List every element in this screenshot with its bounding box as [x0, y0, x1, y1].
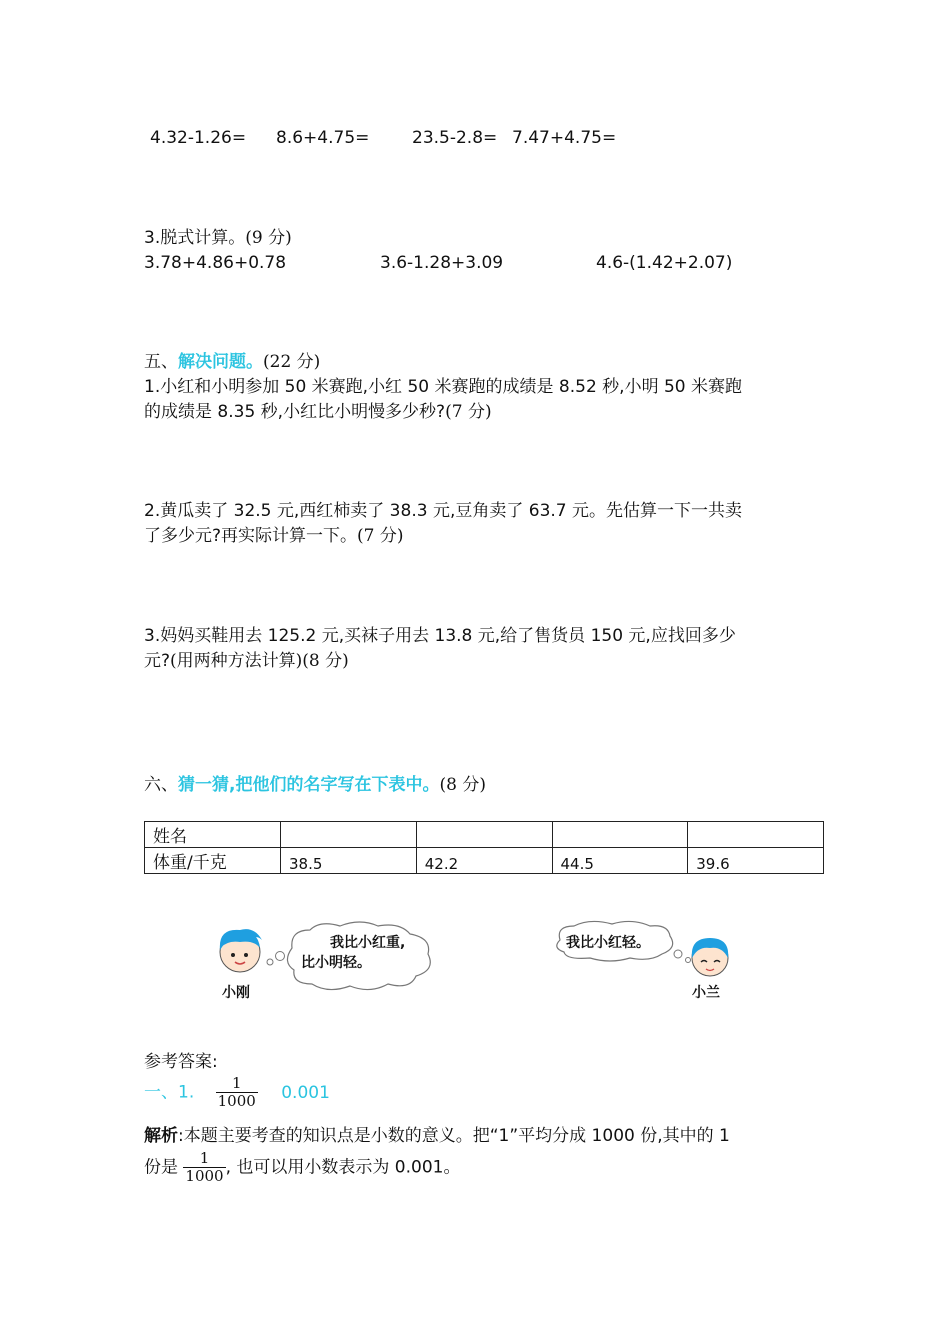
q3-item-3: 4.6-(1.42+2.07) — [596, 253, 733, 273]
answers-heading: 参考答案: — [144, 1052, 218, 1072]
weight-cell-1: 38.5 — [281, 848, 417, 874]
s5-q1-score: (7 分) — [445, 402, 492, 422]
s5-q3-note: (用两种方法计算) — [170, 651, 303, 671]
section-6-score: (8 分) — [439, 775, 486, 795]
table-header-weight: 体重/千克 — [145, 848, 281, 874]
name-cell-3[interactable] — [552, 822, 688, 848]
xiaogang-speech-line1: 我比小红重, — [330, 935, 406, 951]
section-6-prefix: 六、 — [144, 775, 178, 795]
analysis-label: 解析 — [144, 1126, 178, 1146]
q3-score: (9 分) — [245, 228, 292, 248]
boy-face-icon — [220, 929, 262, 972]
table-row-weights — [145, 848, 824, 874]
table-header-name: 姓名 — [145, 822, 281, 848]
q3-heading — [144, 226, 292, 250]
s5-q1-line1: 1.小红和小明参加 50 米赛跑,小红 50 米赛跑的成绩是 8.52 秒,小明 50 米赛跑 — [144, 377, 743, 397]
s5-q3-score: (8 分) — [302, 651, 349, 671]
answer-1-decimal: 0.001 — [281, 1082, 330, 1103]
section-6-title: 猜一猜,把他们的名字写在下表中。 — [178, 775, 440, 795]
table-row-names — [145, 822, 824, 848]
s5-q1-line2 — [144, 400, 492, 424]
s5-q3-line2 — [144, 649, 349, 673]
weight-cell-4: 39.6 — [688, 848, 824, 874]
analysis-text-2b: , 也可以用小数表示为 0.001。 — [225, 1157, 461, 1178]
s5-q2-line1: 2.黄瓜卖了 32.5 元,西红柿卖了 38.3 元,豆角卖了 63.7 元。先估算一下一共卖 — [144, 501, 743, 521]
weight-cell-3: 44.5 — [552, 848, 688, 874]
section-5-heading — [144, 350, 320, 374]
q3-title: 3.脱式计算。 — [144, 228, 246, 248]
analysis-line2 — [144, 1150, 460, 1185]
s5-q2-text: 了多少元?再实际计算一下。 — [144, 526, 358, 546]
s5-q3-line1: 3.妈妈买鞋用去 125.2 元,买袜子用去 13.8 元,给了售货员 150 元,应找回多少 — [144, 626, 736, 646]
section-6-heading — [144, 773, 486, 797]
fraction-numerator: 1 — [231, 1074, 242, 1092]
q3-item-1: 3.78+4.86+0.78 — [144, 253, 287, 273]
weight-table — [144, 821, 824, 874]
fraction-denominator: 1000 — [185, 1167, 224, 1185]
name-cell-4[interactable] — [688, 822, 824, 848]
xiaogang-speech-line2: 比小明轻。 — [301, 955, 371, 971]
xiaolan-speech: 我比小红轻。 — [566, 935, 650, 951]
answer-1-fraction — [216, 1075, 258, 1110]
section-5-title: 解决问题。 — [178, 352, 263, 372]
girl-face-icon — [692, 938, 728, 976]
q3-item-2: 3.6-1.28+3.09 — [380, 253, 504, 273]
arith-4: 7.47+4.75= — [512, 128, 617, 148]
s5-q1-text: 的成绩是 8.35 秒,小红比小明慢多少秒? — [144, 402, 446, 422]
fraction-numerator: 1 — [199, 1149, 210, 1167]
analysis-line1 — [144, 1124, 730, 1148]
answer-1 — [144, 1075, 330, 1110]
name-cell-2[interactable] — [416, 822, 552, 848]
analysis-fraction — [183, 1150, 225, 1185]
xiaolan-name: 小兰 — [692, 985, 720, 1001]
name-cell-1[interactable] — [281, 822, 417, 848]
analysis-text-2a: 份是 — [144, 1157, 178, 1178]
fraction-denominator: 1000 — [217, 1092, 256, 1110]
s5-q2-line2 — [144, 524, 404, 548]
answer-1-label: 一、1. — [144, 1082, 195, 1103]
xiaogang-name: 小刚 — [222, 985, 250, 1001]
s5-q2-score: (7 分) — [357, 526, 404, 546]
s5-q3-text: 元? — [144, 651, 171, 671]
weight-cell-2: 42.2 — [416, 848, 552, 874]
section-5-prefix: 五、 — [144, 352, 178, 372]
arith-2: 8.6+4.75= — [276, 128, 370, 148]
analysis-text-1: :本题主要考查的知识点是小数的意义。把“1”平均分成 1000 份,其中的 1 — [178, 1126, 730, 1146]
arith-1: 4.32-1.26= — [150, 128, 247, 148]
arith-3: 23.5-2.8= — [412, 128, 498, 148]
section-5-score: (22 分) — [263, 352, 321, 372]
